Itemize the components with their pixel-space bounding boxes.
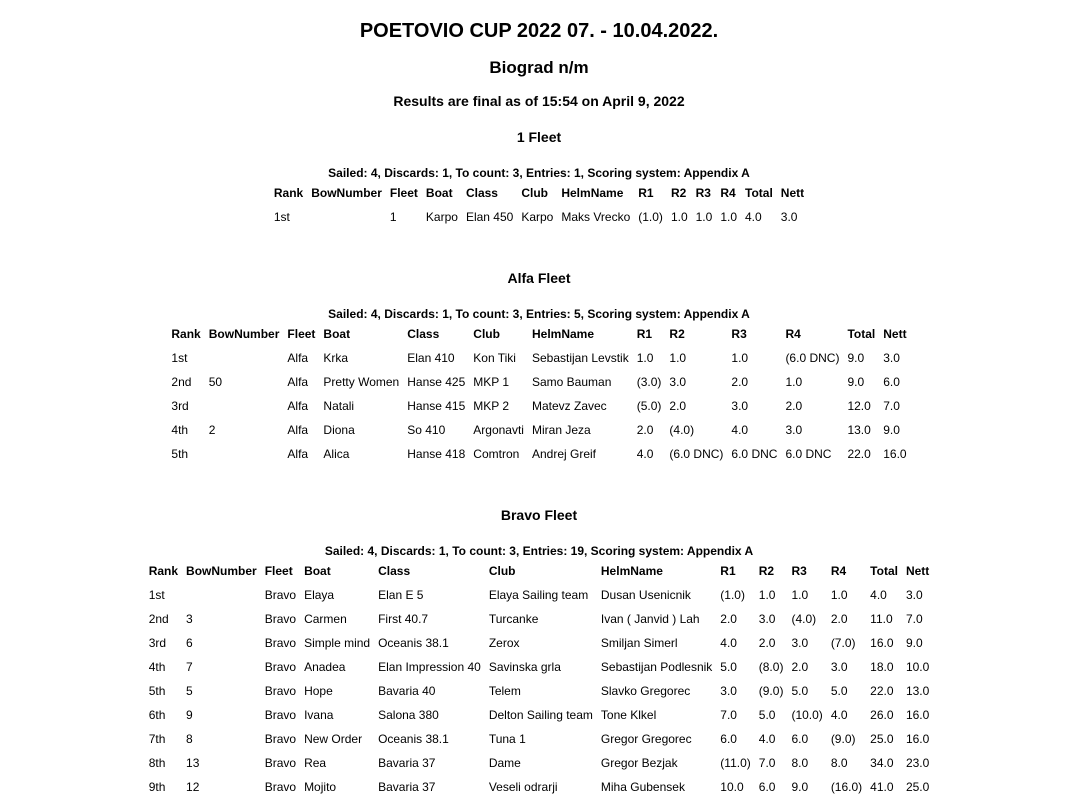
fleet-cell: Bravo: [264, 588, 297, 602]
column-header-total: Total: [745, 186, 773, 200]
rank-cell: 1st: [148, 588, 165, 602]
r2-cell: 2.0: [669, 399, 687, 413]
helmname-cell: Andrej Greif: [531, 447, 597, 461]
fleet-cell: 1: [389, 210, 397, 224]
column-header-rank: Rank: [171, 327, 201, 341]
column-header-boat: Boat: [323, 327, 351, 341]
club-cell: Zerox: [488, 636, 520, 650]
bownumber-cell: 5: [186, 684, 193, 698]
rank-cell: 3rd: [148, 636, 167, 650]
column-header-helmname: HelmName: [600, 564, 663, 578]
class-cell: Elan Impression 40: [378, 660, 481, 674]
r4-cell: 3.0: [785, 423, 803, 437]
r3-cell: 1.0: [731, 351, 749, 365]
club-cell: Telem: [488, 684, 521, 698]
helmname-cell: Smiljan Simerl: [600, 636, 678, 650]
column-header-nett: Nett: [780, 186, 805, 200]
bownumber-cell: [205, 442, 284, 466]
nett-cell: 16.0: [883, 447, 907, 461]
fleet-cell: Bravo: [264, 756, 297, 770]
fleet-summary: Sailed: 4, Discards: 1, To count: 3, Entries: 5, Scoring system: Appendix A: [328, 307, 750, 321]
r1-cell: (1.0): [720, 588, 745, 602]
r4-cell: 1.0: [720, 210, 737, 224]
table-body: [145, 583, 934, 799]
nett-cell: 7.0: [905, 612, 923, 626]
r2-cell: 6.0: [758, 780, 776, 794]
r3-cell: 2.0: [791, 660, 809, 674]
fleet-cell: Bravo: [264, 732, 297, 746]
rank-cell: 4th: [148, 660, 166, 674]
total-cell: 4.0: [745, 210, 762, 224]
nett-cell: 3.0: [883, 351, 900, 365]
bownumber-cell: 9: [186, 708, 193, 722]
r1-cell: 4.0: [636, 447, 654, 461]
bownumber-cell: 3: [186, 612, 193, 626]
r3-cell: 4.0: [731, 423, 749, 437]
table-row: [167, 418, 910, 442]
r1-cell: (5.0): [636, 399, 662, 413]
boat-cell: Diona: [323, 423, 355, 437]
club-cell: Tuna 1: [488, 732, 526, 746]
r3-cell: 1.0: [695, 210, 713, 224]
r3-cell: (10.0): [791, 708, 823, 722]
total-cell: 26.0: [870, 708, 894, 722]
bownumber-cell: [307, 205, 386, 229]
table-row: [270, 205, 808, 229]
class-cell: Salona 380: [378, 708, 439, 722]
boat-cell: Ivana: [304, 708, 334, 722]
rank-cell: 1st: [273, 210, 290, 224]
fleet-section-1: [0, 128, 1078, 229]
rank-cell: 6th: [148, 708, 166, 722]
class-cell: Bavaria 40: [378, 684, 436, 698]
bownumber-cell: [182, 583, 261, 607]
table-body: [167, 346, 910, 466]
total-cell: 9.0: [847, 375, 865, 389]
helmname-cell: Miha Gubensek: [600, 780, 685, 794]
fleet-section-bravo: [0, 506, 1078, 799]
rank-cell: 2nd: [148, 612, 169, 626]
r3-cell: 6.0: [791, 732, 809, 746]
fleet-title: Bravo Fleet: [500, 507, 578, 523]
r2-cell: (6.0 DNC): [669, 447, 724, 461]
rank-cell: 9th: [148, 780, 166, 794]
r2-cell: 1.0: [669, 351, 687, 365]
nett-cell: 25.0: [905, 780, 930, 794]
r2-cell: 1.0: [758, 588, 776, 602]
nett-cell: 3.0: [780, 210, 798, 224]
table-body: [270, 205, 808, 229]
boat-cell: Simple mind: [304, 636, 371, 650]
boat-cell: Karpo: [425, 210, 458, 224]
column-header-r1: R1: [720, 564, 736, 578]
fleet-summary: Sailed: 4, Discards: 1, To count: 3, Entries: 19, Scoring system: Appendix A: [324, 544, 754, 558]
helmname-cell: Ivan ( Janvid ) Lah: [600, 612, 700, 626]
fleet-cell: Alfa: [287, 351, 309, 365]
fleet-cell: Bravo: [264, 684, 297, 698]
column-header-class: Class: [378, 564, 411, 578]
column-header-fleet: Fleet: [264, 564, 293, 578]
fleet-cell: Bravo: [264, 612, 297, 626]
r2-cell: 4.0: [758, 732, 776, 746]
column-header-total: Total: [847, 327, 876, 341]
fleet-cell: Bravo: [264, 708, 297, 722]
total-cell: 41.0: [870, 780, 894, 794]
helmname-cell: Maks Vrecko: [561, 210, 631, 224]
table-row: [167, 394, 910, 418]
boat-cell: New Order: [304, 732, 363, 746]
total-cell: 16.0: [870, 636, 894, 650]
r2-cell: (4.0): [669, 423, 695, 437]
nett-cell: 3.0: [905, 588, 923, 602]
column-header-r1: R1: [636, 327, 653, 341]
column-header-class: Class: [407, 327, 440, 341]
table-row: [145, 751, 934, 775]
table-row: [167, 442, 910, 466]
class-cell: Elan 410: [407, 351, 455, 365]
total-cell: 25.0: [870, 732, 894, 746]
results-table: [145, 559, 934, 799]
table-row: [145, 583, 934, 607]
column-header-club: Club: [521, 186, 548, 200]
r1-cell: (11.0): [720, 756, 751, 770]
r4-cell: (6.0 DNC): [785, 351, 840, 365]
r1-cell: 3.0: [720, 684, 737, 698]
column-header-fleet: Fleet: [389, 186, 418, 200]
class-cell: Bavaria 37: [378, 756, 436, 770]
column-header-r4: R4: [785, 327, 801, 341]
table-row: [167, 346, 910, 370]
column-header-r3: R3: [695, 186, 711, 200]
r1-cell: 1.0: [636, 351, 654, 365]
club-cell: Savinska grla: [488, 660, 561, 674]
column-header-club: Club: [473, 327, 500, 341]
nett-cell: 13.0: [905, 684, 930, 698]
column-header-bownumber: BowNumber: [311, 186, 382, 200]
rank-cell: 5th: [171, 447, 189, 461]
r4-cell: (16.0): [830, 780, 863, 794]
bownumber-cell: 2: [208, 423, 216, 437]
club-cell: Kon Tiki: [473, 351, 516, 365]
bownumber-cell: [205, 346, 284, 370]
nett-cell: 16.0: [905, 708, 930, 722]
club-cell: Turcanke: [488, 612, 539, 626]
column-header-rank: Rank: [148, 564, 179, 578]
fleet-summary: Sailed: 4, Discards: 1, To count: 3, Entries: 1, Scoring system: Appendix A: [328, 166, 750, 180]
total-cell: 18.0: [870, 660, 894, 674]
fleet-cell: Alfa: [287, 375, 309, 389]
table-row: [145, 631, 934, 655]
table-row: [145, 655, 934, 679]
fleet-cell: Alfa: [287, 423, 309, 437]
bownumber-cell: 7: [186, 660, 193, 674]
helmname-cell: Dusan Usenicnik: [600, 588, 691, 602]
r4-cell: 6.0 DNC: [785, 447, 832, 461]
r4-cell: 1.0: [830, 588, 848, 602]
class-cell: Elan 450: [465, 210, 514, 224]
bownumber-cell: 6: [186, 636, 193, 650]
column-header-club: Club: [488, 564, 516, 578]
rank-cell: 7th: [148, 732, 166, 746]
club-cell: Dame: [488, 756, 521, 770]
fleet-cell: Alfa: [287, 447, 309, 461]
fleet-title: 1 Fleet: [516, 129, 562, 145]
r3-cell: 3.0: [791, 636, 809, 650]
nett-cell: 23.0: [905, 756, 930, 770]
column-header-class: Class: [465, 186, 498, 200]
r1-cell: 10.0: [720, 780, 744, 794]
r4-cell: (7.0): [830, 636, 856, 650]
results-status: Results are final as of 15:54 on April 9, 2022: [393, 93, 685, 109]
boat-cell: Mojito: [304, 780, 337, 794]
venue-heading: Biograd n/m: [489, 58, 589, 77]
total-cell: 9.0: [847, 351, 865, 365]
bownumber-cell: [205, 394, 284, 418]
r3-cell: 8.0: [791, 756, 809, 770]
boat-cell: Carmen: [304, 612, 347, 626]
r1-cell: (1.0): [638, 210, 663, 224]
bownumber-cell: 8: [186, 732, 193, 746]
table-row: [145, 727, 934, 751]
r3-cell: 1.0: [791, 588, 809, 602]
r4-cell: (9.0): [830, 732, 856, 746]
total-cell: 11.0: [870, 612, 893, 626]
r3-cell: 5.0: [791, 684, 809, 698]
class-cell: Hanse 418: [407, 447, 466, 461]
r2-cell: (9.0): [758, 684, 784, 698]
results-page: [0, 0, 1078, 110]
boat-cell: Natali: [323, 399, 355, 413]
nett-cell: 9.0: [905, 636, 923, 650]
fleet-section-alfa: [0, 269, 1078, 466]
bownumber-cell: 50: [208, 375, 223, 389]
r1-cell: 7.0: [720, 708, 737, 722]
column-header-fleet: Fleet: [287, 327, 316, 341]
column-header-r3: R3: [731, 327, 747, 341]
r4-cell: 4.0: [830, 708, 848, 722]
column-header-boat: Boat: [304, 564, 331, 578]
r4-cell: 5.0: [830, 684, 848, 698]
total-cell: 34.0: [870, 756, 894, 770]
boat-cell: Hope: [304, 684, 333, 698]
club-cell: Karpo: [521, 210, 554, 224]
rank-cell: 8th: [148, 756, 166, 770]
column-header-nett: Nett: [905, 564, 930, 578]
column-header-r2: R2: [669, 327, 685, 341]
fleet-title: Alfa Fleet: [507, 270, 571, 286]
column-header-r2: R2: [670, 186, 687, 200]
r2-cell: 3.0: [669, 375, 687, 389]
column-header-bownumber: BowNumber: [186, 564, 257, 578]
r1-cell: 4.0: [720, 636, 737, 650]
table-row: [145, 607, 934, 631]
r2-cell: (8.0): [758, 660, 784, 674]
fleet-cell: Bravo: [264, 636, 297, 650]
class-cell: Oceanis 38.1: [378, 732, 449, 746]
fleet-cell: Bravo: [264, 780, 297, 794]
helmname-cell: Samo Bauman: [531, 375, 612, 389]
column-header-r1: R1: [638, 186, 654, 200]
r1-cell: 5.0: [720, 660, 737, 674]
helmname-cell: Gregor Gregorec: [600, 732, 692, 746]
table-header-row: [145, 559, 934, 583]
rank-cell: 3rd: [171, 399, 189, 413]
boat-cell: Krka: [323, 351, 349, 365]
total-cell: 4.0: [870, 588, 887, 602]
r1-cell: (3.0): [636, 375, 662, 389]
boat-cell: Elaya: [304, 588, 335, 602]
nett-cell: 10.0: [905, 660, 930, 674]
fleet-cell: Bravo: [264, 660, 297, 674]
r4-cell: 3.0: [830, 660, 848, 674]
nett-cell: 7.0: [883, 399, 900, 413]
column-header-rank: Rank: [273, 186, 304, 200]
helmname-cell: Sebastijan Levstik: [531, 351, 629, 365]
page-title: POETOVIO CUP 2022 07. - 10.04.2022.: [359, 20, 719, 42]
column-header-r3: R3: [791, 564, 807, 578]
club-cell: Delton Sailing team: [488, 708, 593, 722]
table-row: [145, 679, 934, 703]
club-cell: Elaya Sailing team: [488, 588, 589, 602]
total-cell: 22.0: [870, 684, 894, 698]
column-header-r4: R4: [720, 186, 736, 200]
table-header-row: [270, 181, 808, 205]
r4-cell: 1.0: [785, 375, 803, 389]
nett-cell: 6.0: [883, 375, 900, 389]
class-cell: Hanse 425: [407, 375, 466, 389]
total-cell: 13.0: [847, 423, 871, 437]
table-row: [145, 703, 934, 727]
helmname-cell: Tone Klkel: [600, 708, 657, 722]
table-row: [167, 370, 910, 394]
column-header-r2: R2: [758, 564, 775, 578]
club-cell: Veseli odrarji: [488, 780, 558, 794]
table-row: [145, 775, 934, 799]
column-header-total: Total: [870, 564, 898, 578]
bownumber-cell: 13: [186, 756, 200, 770]
boat-cell: Pretty Women: [323, 375, 400, 389]
club-cell: Argonavti: [473, 423, 524, 437]
r2-cell: 5.0: [758, 708, 776, 722]
class-cell: Hanse 415: [407, 399, 466, 413]
class-cell: Oceanis 38.1: [378, 636, 449, 650]
r3-cell: (4.0): [791, 612, 817, 626]
rank-cell: 1st: [171, 351, 188, 365]
rank-cell: 2nd: [171, 375, 192, 389]
r4-cell: 2.0: [785, 399, 803, 413]
club-cell: Comtron: [473, 447, 520, 461]
column-header-boat: Boat: [425, 186, 453, 200]
class-cell: Elan E 5: [378, 588, 424, 602]
boat-cell: Rea: [304, 756, 327, 770]
rank-cell: 5th: [148, 684, 166, 698]
helmname-cell: Sebastijan Podlesnik: [600, 660, 713, 674]
boat-cell: Anadea: [304, 660, 346, 674]
r4-cell: 8.0: [830, 756, 848, 770]
bownumber-cell: 12: [186, 780, 200, 794]
r3-cell: 2.0: [731, 375, 749, 389]
class-cell: First 40.7: [378, 612, 429, 626]
helmname-cell: Slavko Gregorec: [600, 684, 691, 698]
club-cell: MKP 2: [473, 399, 510, 413]
r3-cell: 3.0: [731, 399, 749, 413]
r3-cell: 9.0: [791, 780, 809, 794]
fleet-cell: Alfa: [287, 399, 309, 413]
rank-cell: 4th: [171, 423, 189, 437]
r1-cell: 2.0: [636, 423, 654, 437]
class-cell: Bavaria 37: [378, 780, 436, 794]
nett-cell: 9.0: [883, 423, 900, 437]
column-header-r4: R4: [830, 564, 847, 578]
column-header-bownumber: BowNumber: [208, 327, 280, 341]
column-header-helmname: HelmName: [531, 327, 595, 341]
results-table: [270, 181, 808, 229]
r2-cell: 2.0: [758, 636, 776, 650]
r1-cell: 6.0: [720, 732, 737, 746]
column-header-helmname: HelmName: [561, 186, 624, 200]
class-cell: So 410: [407, 423, 446, 437]
helmname-cell: Miran Jeza: [531, 423, 591, 437]
r2-cell: 1.0: [670, 210, 688, 224]
club-cell: MKP 1: [473, 375, 510, 389]
column-header-nett: Nett: [883, 327, 907, 341]
total-cell: 12.0: [847, 399, 871, 413]
helmname-cell: Gregor Bezjak: [600, 756, 678, 770]
nett-cell: 16.0: [905, 732, 930, 746]
r4-cell: 2.0: [830, 612, 848, 626]
results-table: [167, 322, 910, 466]
helmname-cell: Matevz Zavec: [531, 399, 607, 413]
r3-cell: 6.0 DNC: [731, 447, 778, 461]
boat-cell: Alica: [323, 447, 350, 461]
table-header-row: [167, 322, 910, 346]
total-cell: 22.0: [847, 447, 871, 461]
r2-cell: 3.0: [758, 612, 776, 626]
r2-cell: 7.0: [758, 756, 776, 770]
r1-cell: 2.0: [720, 612, 737, 626]
